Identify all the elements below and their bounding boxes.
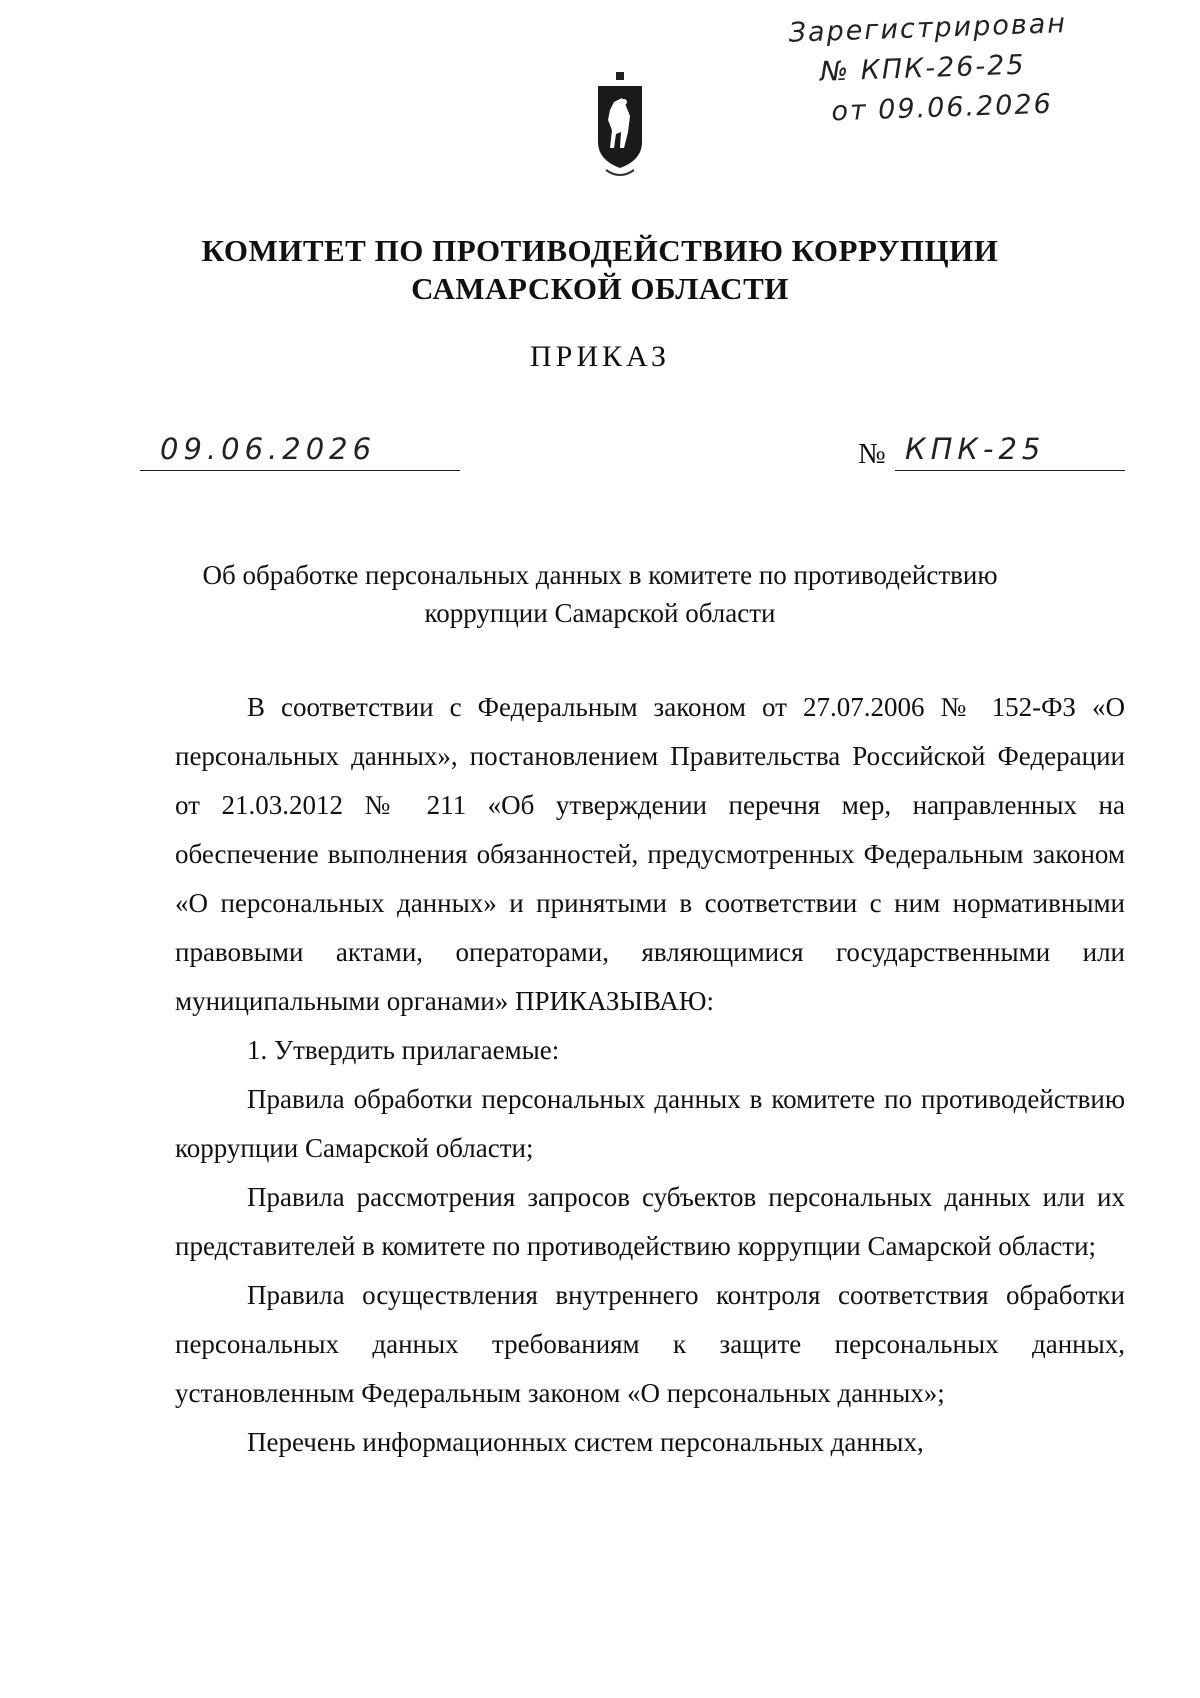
- order-date: 09.06.2026: [160, 432, 377, 466]
- rules-control-paragraph: Правила осуществления внутреннего контроля соответствия обработки персональных данных требованиям к защите персональных данных, установленным Федеральным законом «О персональных данных»;: [175, 1280, 1125, 1408]
- registration-note-line1: Зарегистрирован: [788, 8, 1068, 49]
- organization-title-line2: САМАРСКОЙ ОБЛАСТИ: [411, 271, 789, 306]
- organization-title-line1: КОМИТЕТ ПО ПРОТИВОДЕЙСТВИЮ КОРРУПЦИИ: [201, 233, 999, 268]
- order-body: [175, 683, 1125, 1467]
- registration-note-number: № КПК-26-25: [819, 49, 1026, 88]
- coat-of-arms-icon: [588, 72, 652, 182]
- order-number-field: [895, 432, 1125, 471]
- organization-title: [0, 232, 1200, 308]
- registration-handwritten-note: [788, 2, 1122, 133]
- order-number: КПК-25: [905, 432, 1046, 466]
- order-number-label: №: [858, 438, 886, 470]
- order-subject: [0, 556, 1200, 632]
- rules-processing-paragraph: Правила обработки персональных данных в комитете по противодействию коррупции Самарской области;: [175, 1084, 1125, 1163]
- order-subject-line1: Об обработке персональных данных в комитете по противодействию: [202, 560, 998, 590]
- item-1-paragraph: 1. Утвердить прилагаемые:: [247, 1035, 560, 1065]
- preamble-paragraph: В соответствии с Федеральным законом от 27.07.2006 № 152-ФЗ «О персональных данных», постановлением Правительства Российской Федерации от 21.03.2012 № 211 «Об утверждении перечня мер, направленных на обеспечение выполнения обязанностей, предусмотренных Федеральным законом «О персональных данных» и принятыми в соответствии с ним нормативными правовыми актами, операторами, являющимися государственными или муниципальными органами» ПРИКАЗЫВАЮ:: [175, 692, 1125, 1016]
- rules-requests-paragraph: Правила рассмотрения запросов субъектов персональных данных или их представителей в комитете по противодействию коррупции Самарской области;: [175, 1182, 1125, 1261]
- document-type: ПРИКАЗ: [530, 340, 670, 373]
- registration-note-date: от 09.06.2026: [830, 88, 1054, 128]
- order-subject-line2: коррупции Самарской области: [424, 598, 776, 628]
- systems-list-paragraph: Перечень информационных систем персональных данных,: [247, 1427, 924, 1457]
- order-date-field: [140, 432, 460, 471]
